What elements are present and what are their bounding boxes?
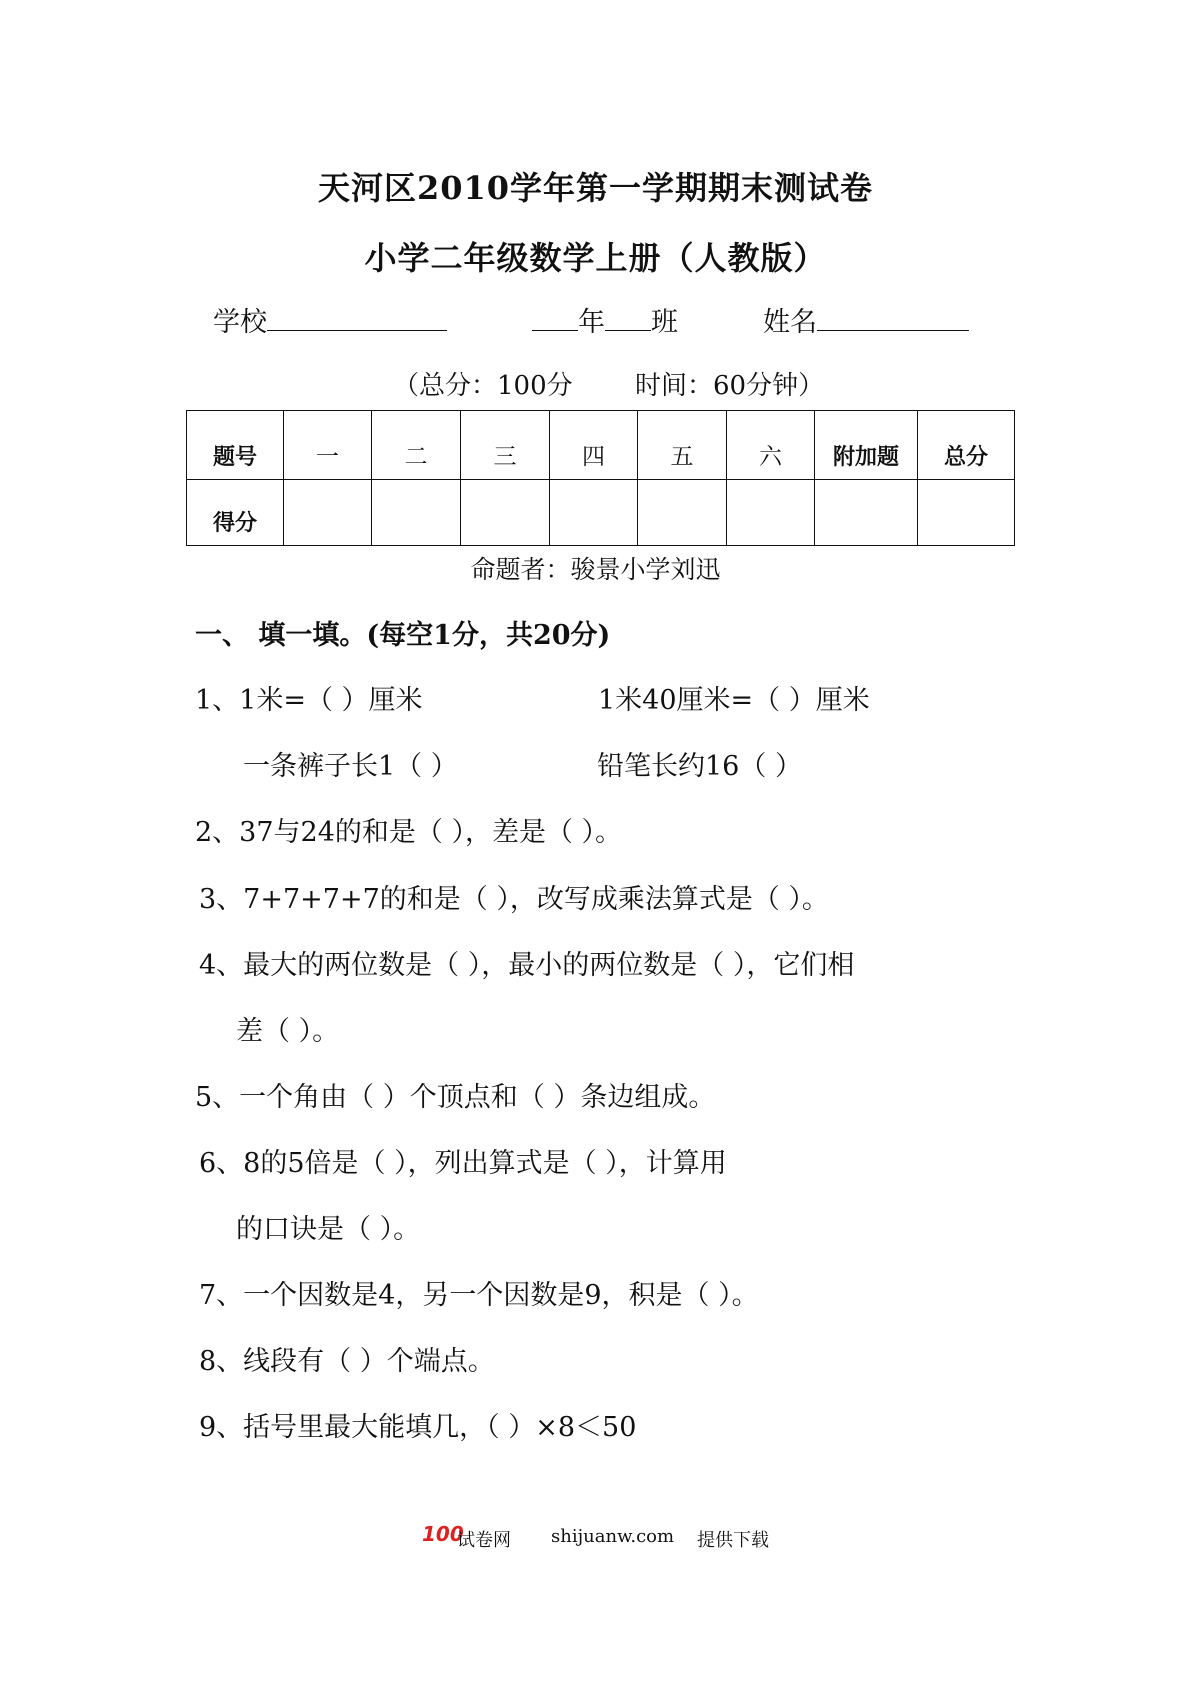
header-col-4: 四 [550,411,638,480]
footer-note: 提供下载 [697,1530,769,1551]
score-table [186,410,1015,546]
grade-blank [532,304,578,331]
header-col-5: 五 [638,411,727,480]
time-note: 时间：60分钟） [635,371,825,401]
header-col-3: 三 [461,411,550,480]
score-cell [815,480,918,546]
score-table-score-row [187,480,1015,546]
question-2: 2、37与24的和是（ ），差是（ ）。 [195,817,623,848]
name-label: 姓名 [763,307,817,338]
score-cell [372,480,461,546]
question-5: 5、一个角由（ ）个顶点和（ ）条边组成。 [195,1082,716,1113]
question-1d: 铅笔长约16（ ） [597,751,802,782]
question-7: 7、一个因数是4，另一个因数是9，积是（ ）。 [199,1280,759,1311]
class-blank [605,304,651,331]
question-8: 8、线段有（ ）个端点。 [199,1346,495,1377]
score-cell [638,480,727,546]
header-col-2: 二 [372,411,461,480]
page-title: 天河区2010学年第一学期期末测试卷 [317,169,874,207]
name-blank [817,304,969,331]
score-table-header-row [187,411,1015,480]
footer-url[interactable]: shijuanw.com [551,1526,675,1547]
school-label: 学校 [213,307,267,338]
footer-site-name: 试卷网 [457,1530,511,1551]
question-6a: 6、8的5倍是（ ），列出算式是（ ），计算用 [199,1148,727,1179]
question-1b: 1米40厘米=（ ）厘米 [598,685,870,716]
question-9: 9、括号里最大能填几，（ ）×8＜50 [199,1412,637,1443]
header-col-1: 一 [284,411,372,480]
header-col-6: 六 [727,411,815,480]
question-1c: 一条裤子长1（ ） [243,751,458,782]
question-3: 3、7+7+7+7的和是（ ），改写成乘法算式是（ ）。 [199,884,829,915]
class-field [532,300,678,339]
page-subtitle: 小学二年级数学上册（人教版） [364,239,827,277]
score-cell [284,480,372,546]
question-1a: 1、1米=（ ）厘米 [195,685,423,716]
score-cell [461,480,550,546]
section-1-heading: 一、 填一填。(每空1分，共20分) [195,620,611,651]
name-field [763,300,969,339]
school-blank [267,304,447,331]
score-cell [918,480,1015,546]
score-row-label: 得分 [187,480,284,546]
header-total: 总分 [918,411,1015,480]
author-line: 命题者：骏景小学刘迅 [470,555,721,584]
score-cell [727,480,815,546]
total-score-note: （总分：100分 [393,371,573,401]
header-question-no: 题号 [187,411,284,480]
question-4b: 差（ ）。 [236,1016,340,1047]
header-bonus: 附加题 [815,411,918,480]
grade-label: 年 [578,307,605,338]
question-6b: 的口诀是（ ）。 [236,1214,421,1245]
site-logo: 100 [422,1522,464,1546]
score-cell [550,480,638,546]
school-field [213,300,447,339]
class-label: 班 [651,307,678,338]
question-4a: 4、最大的两位数是（ ），最小的两位数是（ ），它们相 [199,950,855,981]
